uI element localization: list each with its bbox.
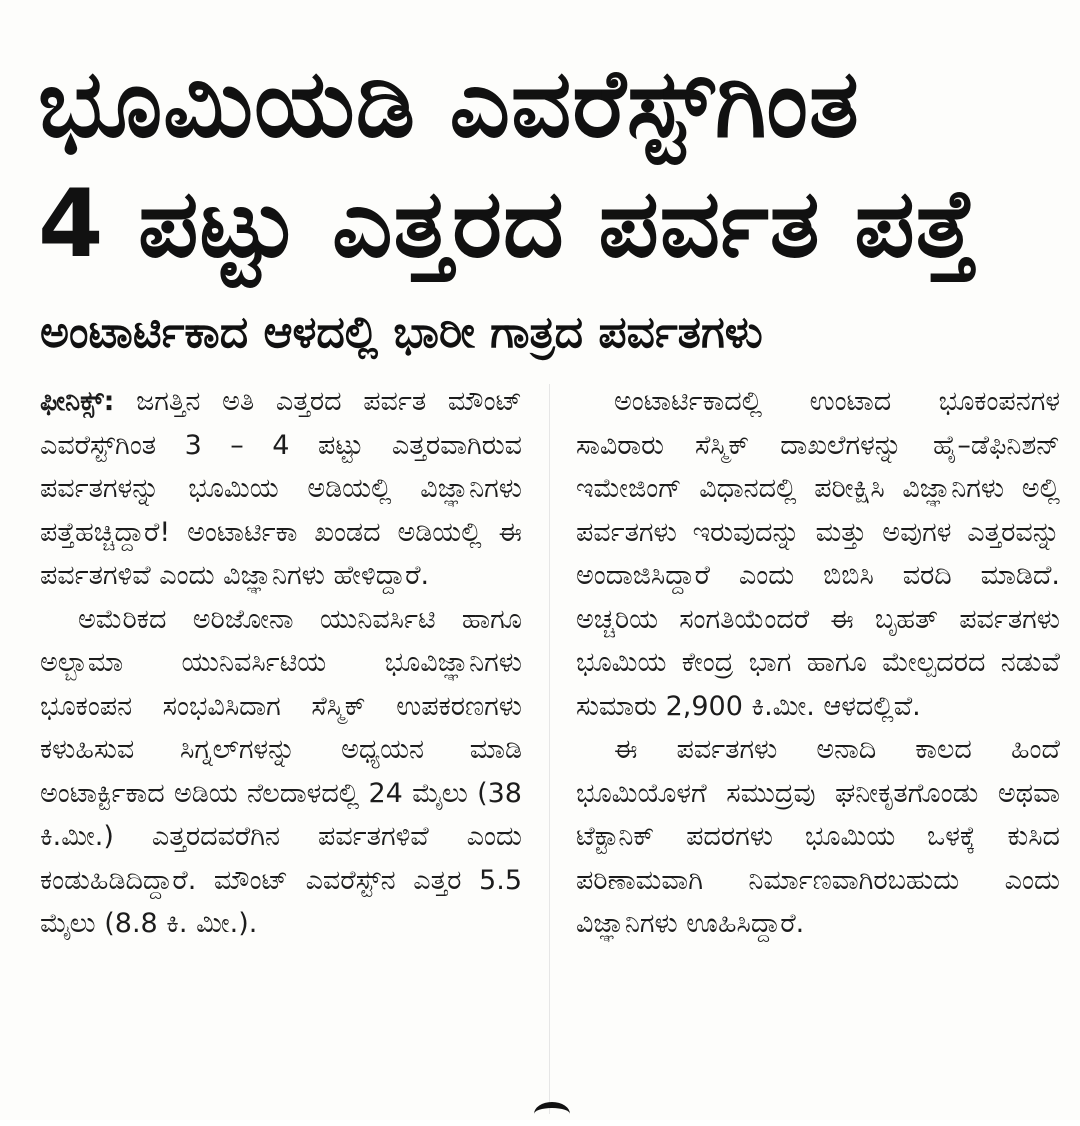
headline-line-2: 4 ಪಟ್ಟು ಎತ್ತರದ ಪರ್ವತ ಪತ್ತೆ — [38, 170, 979, 279]
subheadline: ಅಂಟಾರ್ಟಿಕಾದ ಆಳದಲ್ಲಿ ಭಾರೀ ಗಾತ್ರದ ಪರ್ವತಗಳು — [40, 307, 763, 358]
dateline: ಫೀನಿಕ್ಸ್: — [40, 386, 115, 417]
headline-line-1: ಭೂಮಿಯಡಿ ಎವರೆಸ್ಟ್‌ಗಿಂತ — [38, 50, 860, 159]
left-paragraph-1 — [40, 380, 522, 598]
article-column-left — [40, 380, 522, 946]
left-paragraph-1-text: ಜಗತ್ತಿನ ಅತಿ ಎತ್ತರದ ಪರ್ವತ ಮೌಂಟ್ ಎವರೆಸ್ಟ್‌ಗಿಂತ 3 – 4 ಪಟ್ಟು ಎತ್ತರವಾಗಿರುವ ಪರ್ವತಗಳನ್ನು ಭೂಮಿಯ ಅಡಿಯಲ್ಲಿ ವಿಜ್ಞಾನಿಗಳು ಪತ್ತೆಹಚ್ಚಿದ್ದಾರೆ! ಅಂಟಾರ್ಟಿಕಾ ಖಂಡದ ಅಡಿಯಲ್ಲಿ ಈ ಪರ್ವತಗಳಿವೆ ಎಂದು ವಿಜ್ಞಾನಿಗಳು ಹೇಳಿದ್ದಾರೆ. — [40, 386, 522, 591]
left-paragraph-2: ಅಮೆರಿಕದ ಅರಿಜೋನಾ ಯುನಿವರ್ಸಿಟಿ ಹಾಗೂ ಅಲ್ಬಾಮಾ ಯುನಿವರ್ಸಿಟಿಯ ಭೂವಿಜ್ಞಾನಿಗಳು ಭೂಕಂಪನ ಸಂಭವಿಸಿದಾಗ ಸೆಸ್ಮಿಕ್ ಉಪಕರಣಗಳು ಕಳುಹಿಸುವ ಸಿಗ್ನಲ್‌ಗಳನ್ನು ಅಧ್ಯಯನ ಮಾಡಿ ಅಂಟಾರ್ಕ್ಟಿಕಾದ ಅಡಿಯ ನೆಲದಾಳದಲ್ಲಿ 24 ಮೈಲು (38 ಕಿ.ಮೀ.) ಎತ್ತರದವರೆಗಿನ ಪರ್ವತಗಳಿವೆ ಎಂದು ಕಂಡುಹಿಡಿದಿದ್ದಾರೆ. ಮೌಂಟ್ ಎವರೆಸ್ಟ್‌ನ ಎತ್ತರ 5.5 ಮೈಲು (8.8 ಕಿ. ಮೀ.). — [40, 603, 522, 939]
column-gutter — [549, 384, 550, 1114]
right-paragraph-1: ಅಂಟಾರ್ಟಿಕಾದಲ್ಲಿ ಉಂಟಾದ ಭೂಕಂಪನಗಳ ಸಾವಿರಾರು ಸೆಸ್ಮಿಕ್ ದಾಖಲೆಗಳನ್ನು ಹೈ–ಡೆಫಿನಿಶನ್ ಇಮೇಜಿಂಗ್ ವಿಧಾನದಲ್ಲಿ ಪರೀಕ್ಷಿಸಿ ವಿಜ್ಞಾನಿಗಳು ಅಲ್ಲಿ ಪರ್ವತಗಳು ಇರುವುದನ್ನು ಮತ್ತು ಅವುಗಳ ಎತ್ತರವನ್ನು ಅಂದಾಜಿಸಿದ್ದಾರೆ ಎಂದು ಬಿಬಿಸಿ ವರದಿ ಮಾಡಿದೆ. ಅಚ್ಚರಿಯ ಸಂಗತಿಯೆಂದರೆ ಈ ಬೃಹತ್ ಪರ್ವತಗಳು ಭೂಮಿಯ ಕೇಂದ್ರ ಭಾಗ ಹಾಗೂ ಮೇಲ್ಪದರದ ನಡುವೆ ಸುಮಾರು 2,900 ಕಿ.ಮೀ. ಆಳದಲ್ಲಿವೆ. — [576, 386, 1060, 722]
right-paragraph-2: ಈ ಪರ್ವತಗಳು ಅನಾದಿ ಕಾಲದ ಹಿಂದೆ ಭೂಮಿಯೊಳಗೆ ಸಮುದ್ರವು ಘನೀಕೃತಗೊಂಡು ಅಥವಾ ಟೆಕ್ಟಾನಿಕ್ ಪದರಗಳು ಭೂಮಿಯ ಒಳಕ್ಕೆ ಕುಸಿದ ಪರಿಣಾಮವಾಗಿ ನಿರ್ಮಾಣವಾಗಿರಬಹುದು ಎಂದು ವಿಜ್ಞಾನಿಗಳು ಊಹಿಸಿದ್ದಾರೆ. — [576, 734, 1060, 939]
article-column-right — [576, 380, 1060, 946]
cropped-graphic-fragment — [534, 1102, 570, 1126]
